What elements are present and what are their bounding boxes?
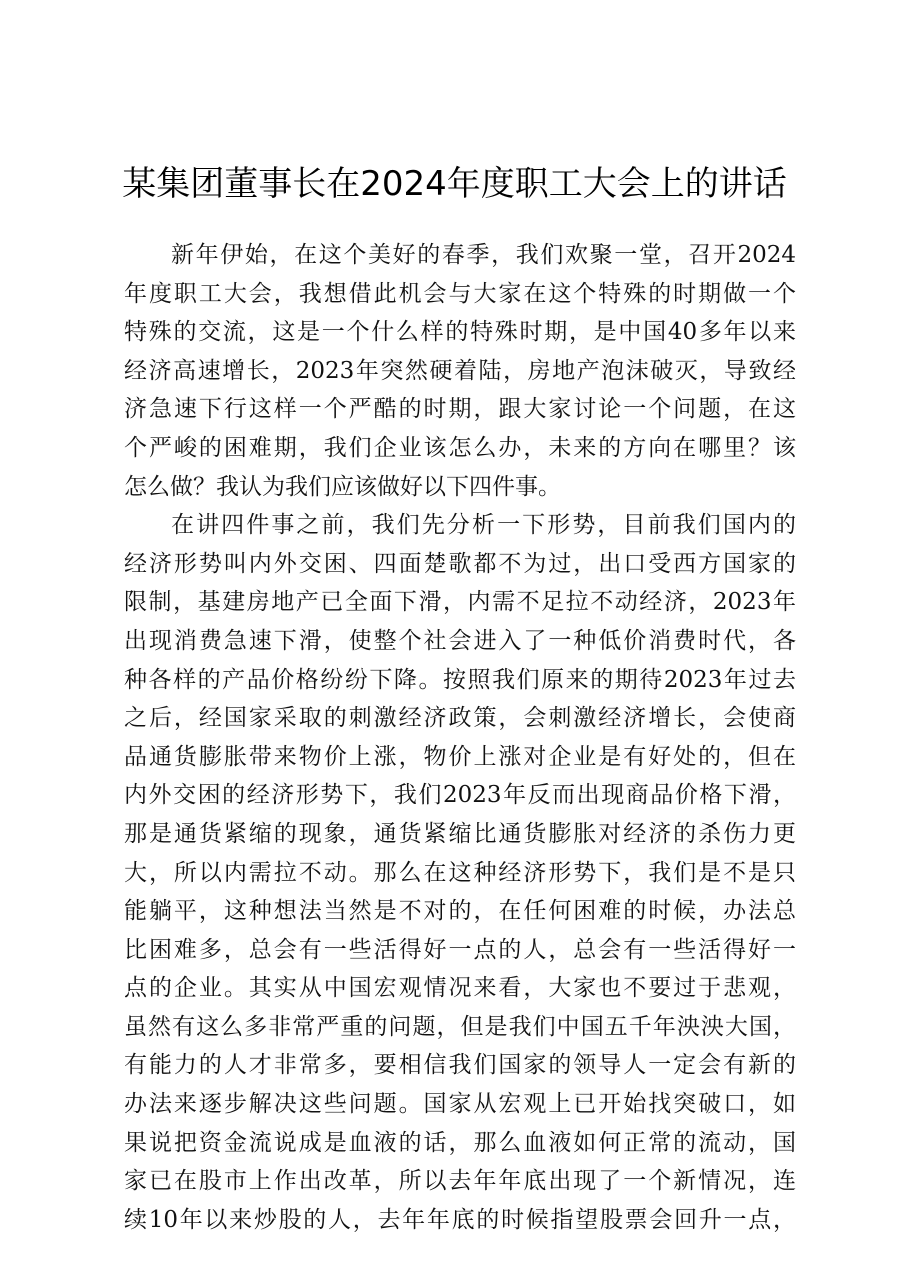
paragraph-2-line-15: 有能力的人才非常多，要相信我们国家的领导人一定会有新的 (124, 1052, 796, 1079)
paragraph-1-line-4: 经济高速增长，2023年突然硬着陆，房地产泡沫破灭，导致经 (124, 357, 796, 384)
paragraph-2-line-2: 经济形势叫内外交困、四面楚歌都不为过，出口受西方国家的 (124, 550, 796, 577)
paragraph-2-line-1: 在讲四件事之前，我们先分析一下形势，目前我们国内的 (171, 512, 796, 539)
paragraph-2-line-13: 点的企业。其实从中国宏观情况来看，大家也不要过于悲观， (124, 975, 796, 1002)
paragraph-2-line-12: 比困难多，总会有一些活得好一点的人，总会有一些活得好一 (124, 936, 796, 963)
paragraph-2-line-7: 品通货膨胀带来物价上涨，物价上涨对企业是有好处的，但在 (124, 743, 796, 770)
document-body (124, 236, 796, 1239)
paragraph-1-line-1: 新年伊始，在这个美好的春季，我们欢聚一堂，召开2024 (171, 242, 796, 268)
paragraph-1-line-6: 个严峻的困难期，我们企业该怎么办，未来的方向在哪里？该 (124, 434, 796, 461)
paragraph-1-line-5: 济急速下行这样一个严酷的时期，跟大家讨论一个问题，在这 (124, 396, 796, 423)
paragraph-2-line-9: 那是通货紧缩的现象，通货紧缩比通货膨胀对经济的杀伤力更 (124, 820, 796, 847)
document-title: 某集团董事长在2024年度职工大会上的讲话 (122, 164, 787, 204)
paragraph-1-line-3: 特殊的交流，这是一个什么样的特殊时期，是中国40多年以来 (124, 319, 796, 346)
paragraph-2-line-6: 之后，经国家采取的刺激经济政策，会刺激经济增长，会使商 (124, 705, 796, 732)
paragraph-1-line-2: 年度职工大会，我想借此机会与大家在这个特殊的时期做一个 (124, 280, 796, 307)
paragraph-2-line-3: 限制，基建房地产已全面下滑，内需不足拉不动经济，2023年 (124, 589, 796, 616)
paragraph-2-line-10: 大，所以内需拉不动。那么在这种经济形势下，我们是不是只 (124, 859, 796, 886)
paragraph-2-line-4: 出现消费急速下滑，使整个社会进入了一种低价消费时代，各 (124, 627, 796, 654)
paragraph-2-line-16: 办法来逐步解决这些问题。国家从宏观上已开始找突破口，如 (124, 1091, 796, 1118)
paragraph-2-line-18: 家已在股市上作出改革，所以去年年底出现了一个新情况，连 (124, 1168, 796, 1195)
paragraph-2-line-19: 续10年以来炒股的人，去年年底的时候指望股票会回升一点， (124, 1206, 796, 1233)
paragraph-2-line-14: 虽然有这么多非常严重的问题，但是我们中国五千年泱泱大国， (124, 1013, 796, 1040)
paragraph-2-line-17: 果说把资金流说成是血液的话，那么血液如何正常的流动，国 (124, 1129, 796, 1156)
paragraph-2-line-11: 能躺平，这种想法当然是不对的，在任何困难的时候，办法总 (124, 898, 796, 925)
paragraph-2-line-5: 种各样的产品价格纷纷下降。按照我们原来的期待2023年过去 (124, 666, 796, 693)
paragraph-1-line-7: 怎么做？我认为我们应该做好以下四件事。 (124, 473, 561, 500)
paragraph-2-line-8: 内外交困的经济形势下，我们2023年反而出现商品价格下滑， (124, 782, 796, 809)
